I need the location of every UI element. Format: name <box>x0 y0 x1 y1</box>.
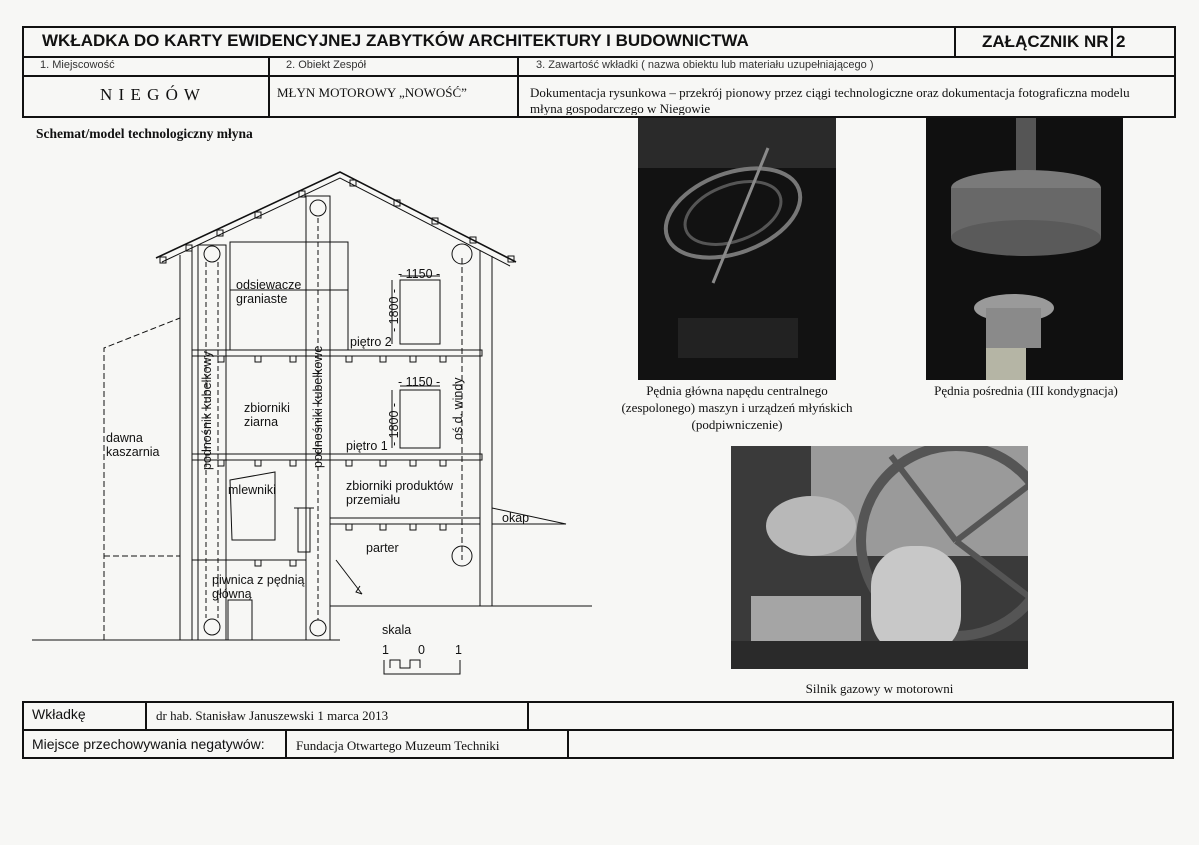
card-title: WKŁADKA DO KARTY EWIDENCYJNEJ ZABYTKÓW ARCHITEKTURY I BUDOWNICTWA <box>42 31 749 50</box>
object-label: 2. Obiekt Zespół <box>286 59 367 71</box>
footer-divider <box>527 701 529 730</box>
diagram-heading: Schemat/model technologiczny młyna <box>36 126 253 141</box>
header-divider <box>1111 26 1113 57</box>
sifters-label-line2: graniaste <box>236 292 288 306</box>
locality-label: 1. Miejscowość <box>40 59 115 71</box>
footer-divider <box>22 729 1174 731</box>
scale-label: skala <box>382 623 412 637</box>
mills-label: mlewniki <box>228 483 276 497</box>
floor2-label: piętro 2 <box>350 335 392 349</box>
header-divider <box>954 26 956 57</box>
product-tanks-label-line2: przemiału <box>346 493 401 507</box>
photo-main-drive <box>638 118 836 380</box>
object-value: MŁYN MOTOROWY „NOWOŚĆ” <box>277 85 467 100</box>
main-drive-caption: Pędnia główna napędu centralnego (zespolonego) maszyn i urządzeń młyńskich (podpiwniczenie) <box>621 383 853 432</box>
footer-divider <box>567 729 569 759</box>
dimension-width-label: - 1150 - <box>398 375 441 389</box>
dimension-height-label: - 1800 - <box>387 288 401 332</box>
photo-intermediate-drive <box>926 118 1123 380</box>
sifters-label: odsiewacze <box>236 278 302 292</box>
old-barracks-label-line2: kaszarnia <box>106 445 160 459</box>
dimension-height-label: - 1800 - <box>387 402 401 446</box>
attachment-label: ZAŁĄCZNIK NR <box>982 32 1109 51</box>
storage-value: Fundacja Otwartego Muzeum Techniki <box>296 738 500 753</box>
contents-label: 3. Zawartość wkładki ( nazwa obiektu lub materiału uzupełniającego ) <box>536 59 874 71</box>
footer-divider <box>145 701 147 730</box>
ground-floor-label: parter <box>366 541 399 555</box>
elevator-label: podnośnik kubełkowy <box>200 351 214 470</box>
winch-axis-label: oś d. windy <box>451 377 465 440</box>
intermediate-drive-caption: Pędnia pośrednia (III kondygnacja) <box>934 383 1118 398</box>
old-barracks-label: dawna <box>106 431 143 445</box>
cellar-label: piwnica z pędnią <box>212 573 305 587</box>
elevators-label: podnośniki kubełkowe <box>311 345 325 468</box>
photo-gas-engine <box>731 446 1028 669</box>
grain-tanks-label-line2: ziarna <box>244 415 279 429</box>
product-tanks-label: zbiorniki produktów <box>346 479 453 493</box>
dimension-width-label: - 1150 - <box>398 267 441 281</box>
scale-tick-label: 1 <box>455 643 462 657</box>
cellar-label-line2: główną <box>212 587 252 601</box>
scale-tick-label: 0 <box>418 643 425 657</box>
storage-label: Miejsce przechowywania negatywów: <box>32 736 265 752</box>
grain-tanks-label: zbiorniki <box>244 401 290 415</box>
floor1-label: piętro 1 <box>346 439 388 453</box>
insert-label: Wkładkę <box>32 706 86 722</box>
footer-divider <box>285 729 287 759</box>
attachment-number: 2 <box>1116 32 1126 51</box>
insert-value: dr hab. Stanisław Januszewski 1 marca 2013 <box>156 708 389 723</box>
eave-label: okap <box>502 511 530 525</box>
header-divider <box>22 56 1176 58</box>
scale-tick-label: 1 <box>382 643 389 657</box>
contents-value: Dokumentacja rysunkowa – przekrój pionowy przez ciągi technologiczne oraz dokumentacja fotograficzna modelu młyna gospodarczego w Niegowie <box>530 85 1130 115</box>
mill-cross-section-diagram <box>0 160 620 690</box>
header-divider <box>22 75 1176 77</box>
header-divider <box>517 56 519 118</box>
gas-engine-caption: Silnik gazowy w motorowni <box>805 681 954 696</box>
header-divider <box>268 56 270 118</box>
locality-value: N I E G Ó W <box>100 85 201 104</box>
